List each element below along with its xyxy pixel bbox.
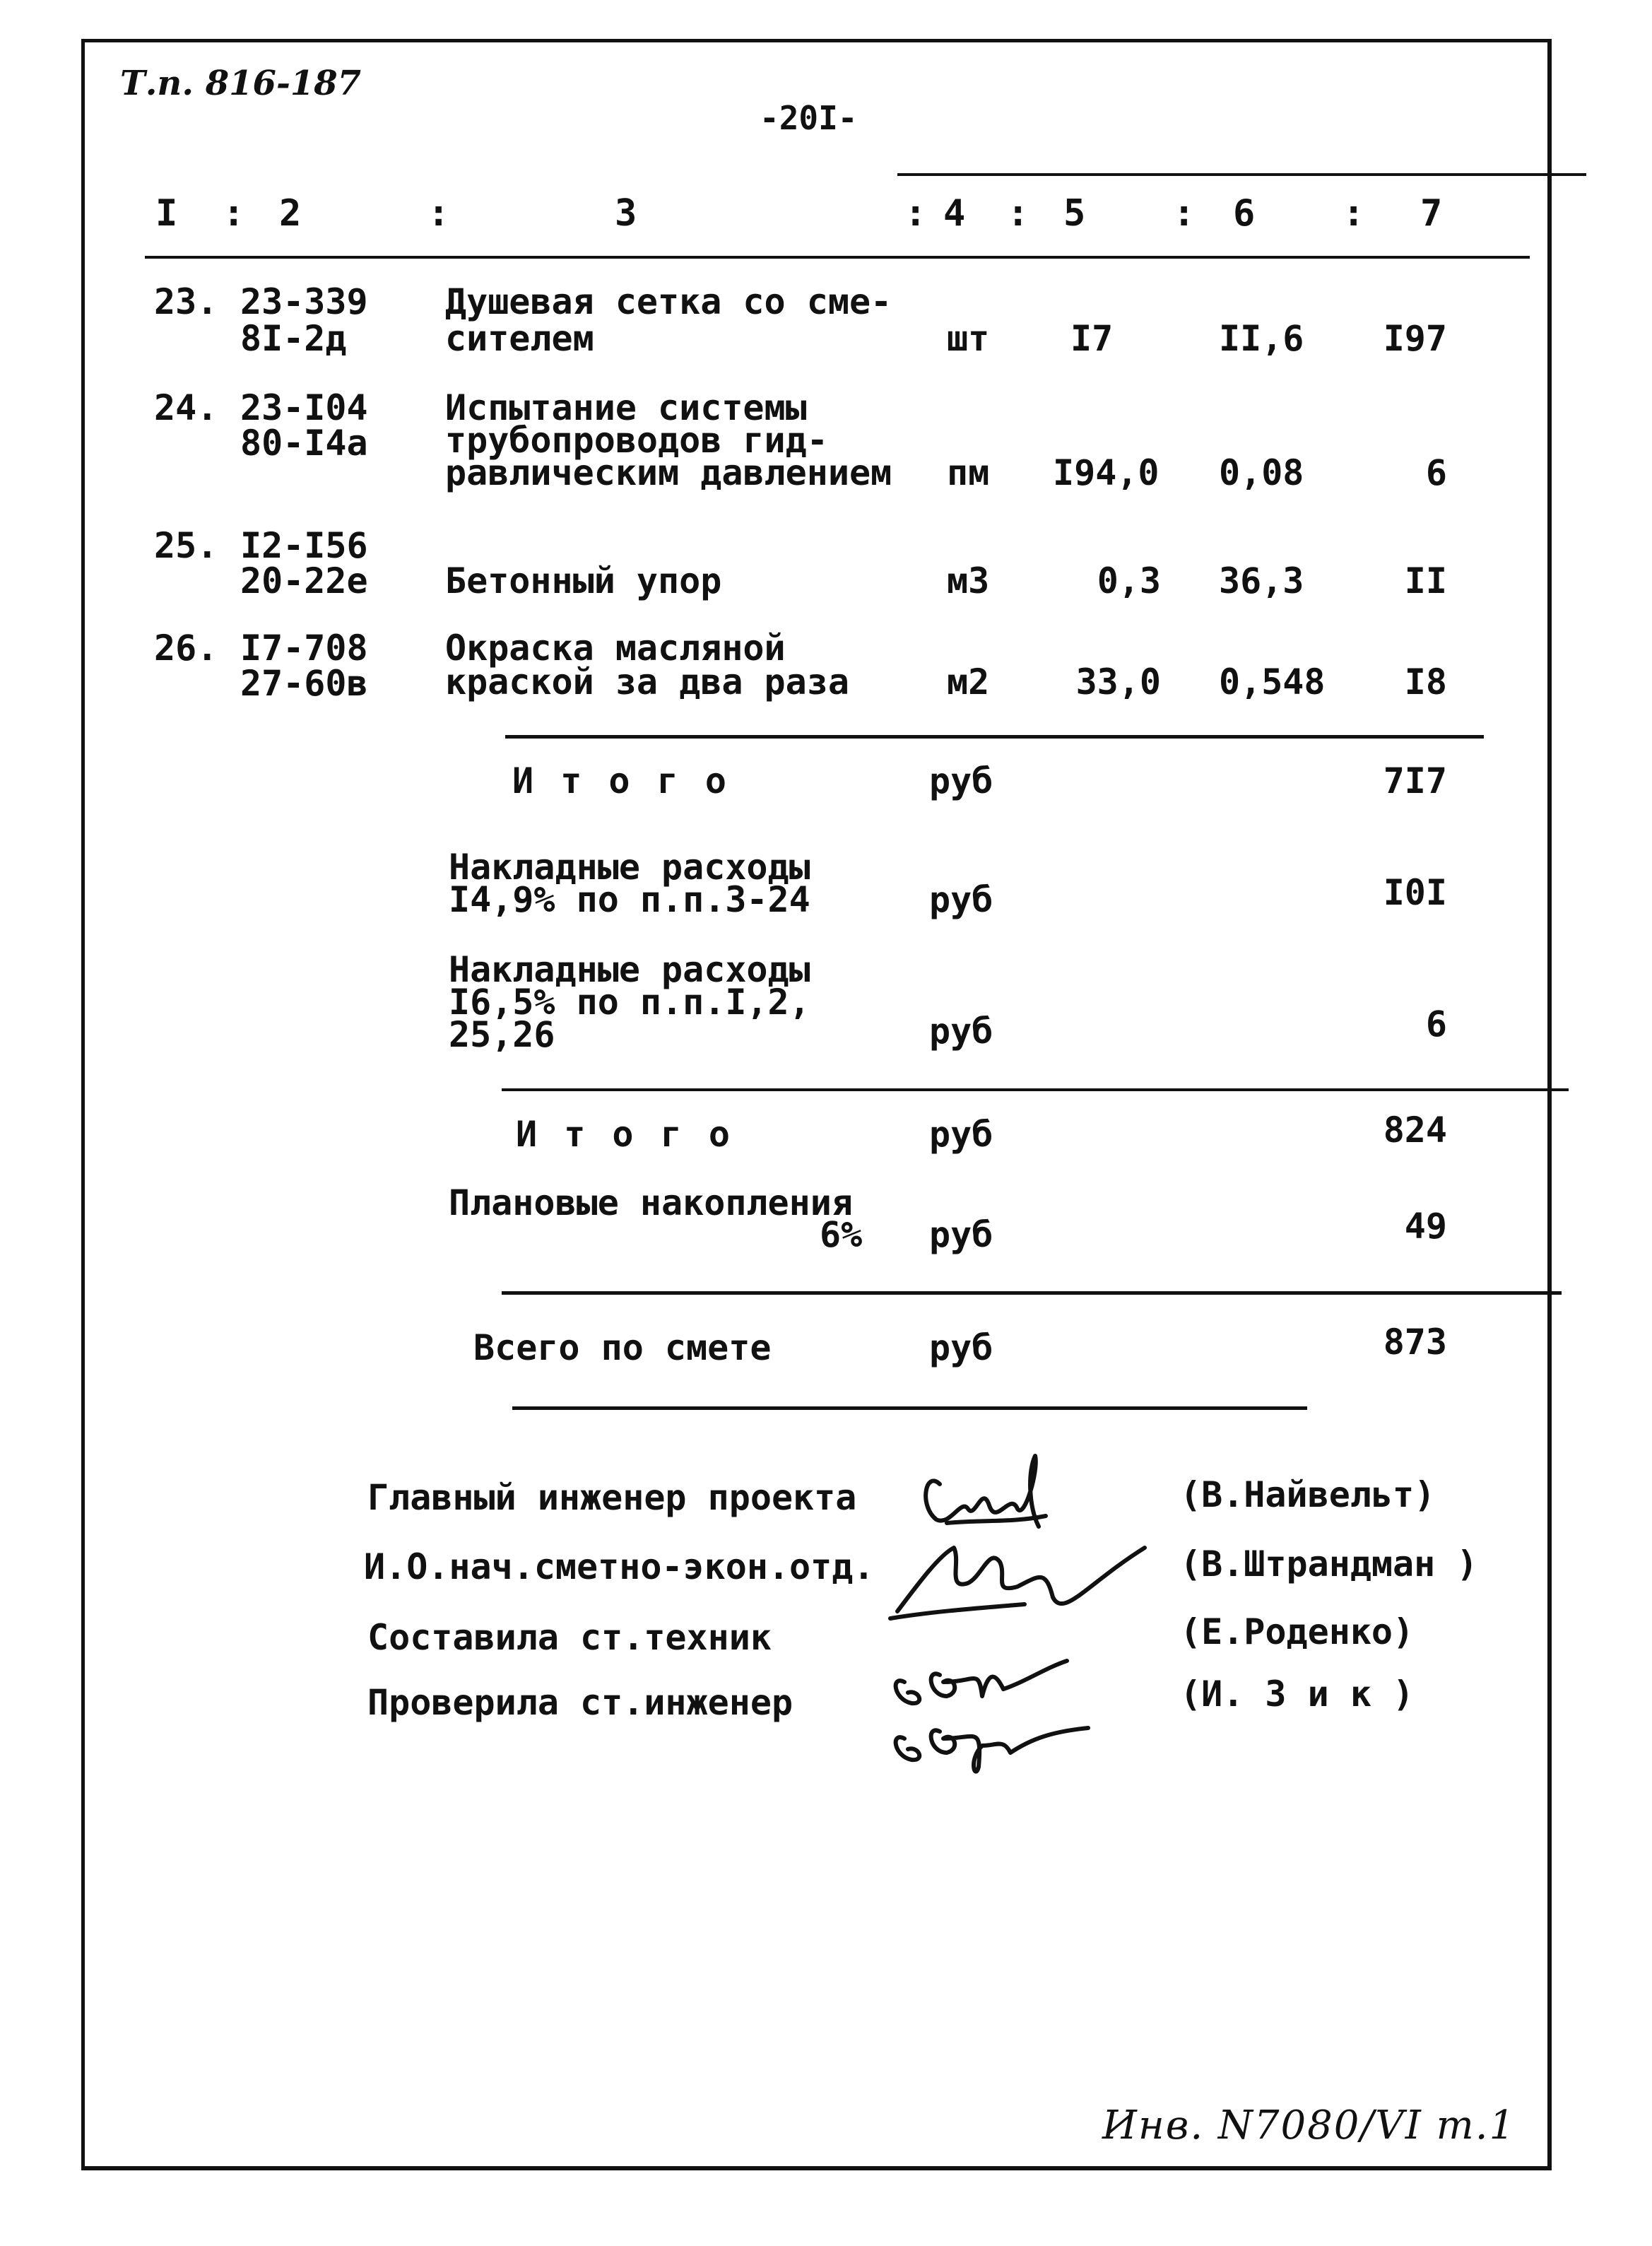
summary-unit: руб	[929, 1114, 993, 1155]
signature-role: Составила ст.техник	[367, 1617, 772, 1658]
signature-role: Проверила ст.инженер	[367, 1682, 793, 1723]
signature-name: (И. З и к )	[1180, 1674, 1415, 1715]
signature-name: (В.Найвельт)	[1180, 1474, 1436, 1515]
row-unit: шт	[947, 318, 990, 359]
col-sep: :	[904, 192, 927, 235]
signature-role: И.О.нач.сметно-экон.отд.	[364, 1546, 875, 1587]
summary-value: 6	[1425, 1004, 1447, 1045]
row-price: II,6	[1219, 318, 1304, 359]
row-number: 26.	[154, 628, 218, 669]
page-number: -20I-	[760, 99, 858, 137]
row-code: I2-I56	[240, 525, 368, 566]
signature-name: (В.Штрандман )	[1180, 1544, 1478, 1584]
col-header-7: 7	[1420, 192, 1443, 235]
row-code: 80-I4а	[240, 423, 368, 464]
summary-unit: руб	[929, 1214, 993, 1255]
col-header-1: I	[155, 192, 178, 235]
row-price: 36,3	[1219, 560, 1304, 601]
col-header-5: 5	[1063, 192, 1086, 235]
row-code: 8I-2д	[240, 318, 347, 359]
row-qty: 0,3	[1097, 560, 1161, 601]
project-code: Т.п. 816-187	[120, 64, 362, 103]
row-total: 6	[1425, 452, 1447, 493]
row-number: 25.	[154, 525, 218, 566]
col-header-3: 3	[615, 192, 637, 235]
summary-label: 6%	[820, 1214, 863, 1255]
divider	[512, 1406, 1307, 1410]
col-sep: :	[1343, 192, 1365, 235]
row-code: 20-22е	[240, 560, 368, 601]
row-number: 24.	[154, 387, 218, 428]
row-name: трубопроводов гид-	[445, 420, 828, 461]
col-sep: :	[1007, 192, 1029, 235]
summary-value: 7I7	[1383, 760, 1447, 801]
row-unit: м3	[947, 560, 990, 601]
header-rule	[897, 173, 1586, 176]
summary-value: 824	[1383, 1110, 1447, 1151]
col-header-2: 2	[279, 192, 302, 235]
divider	[502, 1088, 1569, 1091]
summary-unit: руб	[929, 879, 993, 920]
row-unit: пм	[947, 452, 990, 493]
row-unit: м2	[947, 662, 990, 702]
summary-label: И т о г о	[512, 760, 729, 801]
row-name: Окраска масляной	[445, 628, 786, 669]
row-total: I8	[1404, 662, 1447, 702]
summary-label: I6,5% по п.п.I,2,	[449, 982, 810, 1023]
row-qty: I94,0	[1053, 452, 1160, 493]
header-underline	[145, 256, 1530, 259]
divider	[502, 1291, 1562, 1295]
summary-label: Накладные расходы	[449, 949, 810, 990]
summary-label: I4,9% по п.п.3-24	[449, 879, 810, 920]
summary-label: 25,26	[449, 1014, 555, 1055]
divider	[505, 735, 1484, 739]
col-sep: :	[223, 192, 245, 235]
signature-role: Главный инженер проекта	[367, 1477, 857, 1518]
signature-name: (Е.Роденко)	[1180, 1611, 1415, 1652]
row-qty: I7	[1070, 318, 1114, 359]
summary-unit: руб	[929, 1327, 993, 1368]
col-sep: :	[427, 192, 450, 235]
row-name: Бетонный упор	[445, 560, 722, 601]
row-total: I97	[1383, 318, 1447, 359]
row-price: 0,548	[1219, 662, 1326, 702]
col-header-4: 4	[943, 192, 966, 235]
row-code: I7-708	[240, 628, 368, 669]
col-sep: :	[1173, 192, 1196, 235]
row-name: равлическим давлением	[445, 452, 892, 493]
row-name: краской за два раза	[445, 662, 849, 702]
row-code: 23-I04	[240, 387, 368, 428]
summary-label: Накладные расходы	[449, 847, 810, 888]
summary-label: Плановые накопления	[449, 1182, 853, 1223]
col-header-6: 6	[1233, 192, 1256, 235]
summary-value: I0I	[1383, 872, 1447, 913]
summary-label: Всего по смете	[473, 1327, 772, 1368]
row-name: сителем	[445, 318, 594, 359]
handwritten-signatures	[876, 1442, 1201, 1795]
summary-unit: руб	[929, 760, 993, 801]
row-total: II	[1404, 560, 1447, 601]
inventory-note: Инв. N7080/VI т.1	[1102, 2103, 1516, 2148]
row-code: 23-339	[240, 281, 368, 322]
row-number: 23.	[154, 281, 218, 322]
row-name: Испытание системы	[445, 387, 807, 428]
row-price: 0,08	[1219, 452, 1304, 493]
summary-value: 873	[1383, 1322, 1447, 1363]
row-name: Душевая сетка со сме-	[445, 281, 892, 322]
summary-label: И т о г о	[516, 1114, 733, 1155]
row-code: 27-60в	[240, 663, 368, 704]
summary-unit: руб	[929, 1011, 993, 1052]
row-qty: 33,0	[1075, 662, 1161, 702]
summary-value: 49	[1404, 1206, 1447, 1247]
